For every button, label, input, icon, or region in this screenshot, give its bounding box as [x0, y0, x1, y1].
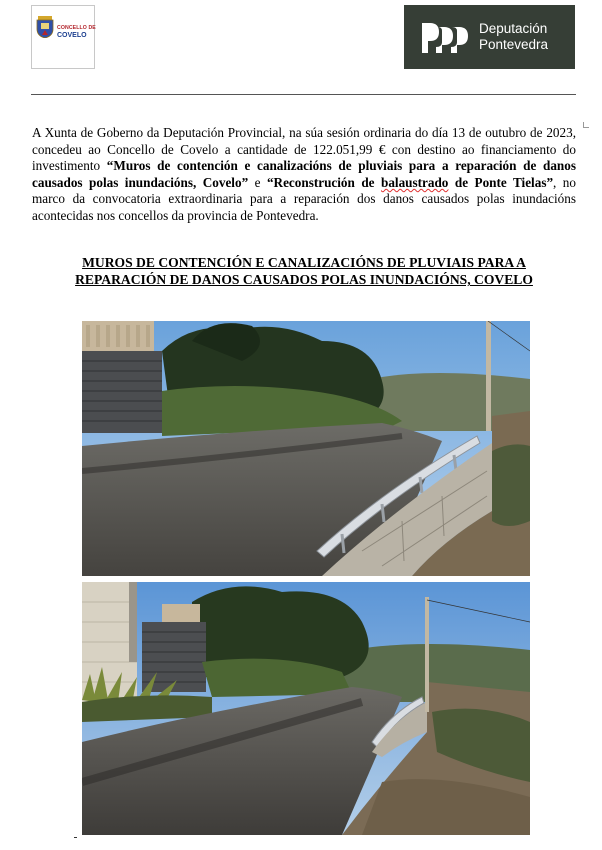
- project-title-1: “Muros de contención e canalizacións de pluviais para a reparación de danos causados polas inundacións, Covelo”: [32, 158, 576, 190]
- intro-text-3: , no marco da convocatoria extraordinaria para a reparación dos danos causados polas inundacións acontecidas nos concellos da provincia de Pontevedra.: [32, 174, 576, 223]
- photo-1-illustration: [82, 321, 530, 576]
- deputacion-mark-icon: [420, 21, 472, 55]
- logo-text-line2: COVELO: [57, 32, 87, 39]
- section-heading-line2: REPARACIÓN DE DANOS CAUSADOS POLAS INUNDACIÓNS, COVELO: [75, 272, 533, 287]
- logo-text-line1: CONCELLO DE: [57, 25, 96, 31]
- covelo-logo: [31, 5, 95, 69]
- header-divider: [31, 94, 576, 95]
- deputacion-name-line2: Pontevedra: [479, 37, 549, 52]
- deputacion-name-line1: Deputación: [479, 21, 548, 36]
- photo-road-guardrail: [82, 321, 530, 576]
- project-title-2-close: ”: [546, 174, 554, 190]
- photo-2-illustration: [82, 582, 530, 835]
- project-title-2: [267, 175, 553, 190]
- spellcheck-word: balaustrado: [380, 174, 449, 190]
- section-heading-line1: MUROS DE CONTENCIÓN E CANALIZACIÓNS DE PLUVIAIS PARA A: [82, 255, 526, 270]
- project-title-2-part-a: “Reconstrución de: [266, 174, 381, 190]
- project-title-2-place: Tielas: [512, 174, 547, 190]
- page-mark: [74, 837, 77, 838]
- intro-text-2: e: [248, 174, 267, 190]
- project-title-2-part-b: de Ponte: [448, 174, 513, 190]
- margin-mark: [583, 122, 589, 128]
- photo-road-house: [82, 582, 530, 835]
- intro-text-1: A Xunta de Goberno da Deputación Provincial, na súa sesión ordinaria do día 13 de outubro de 2023, concedeu ao Concello de Covelo a cantidade de 122.051,99 € con destino ao financiamento do investimento: [32, 125, 576, 174]
- deputacion-logo: [404, 5, 575, 69]
- section-heading: [32, 254, 576, 288]
- coat-of-arms-icon: [36, 16, 54, 38]
- intro-paragraph: [32, 125, 576, 225]
